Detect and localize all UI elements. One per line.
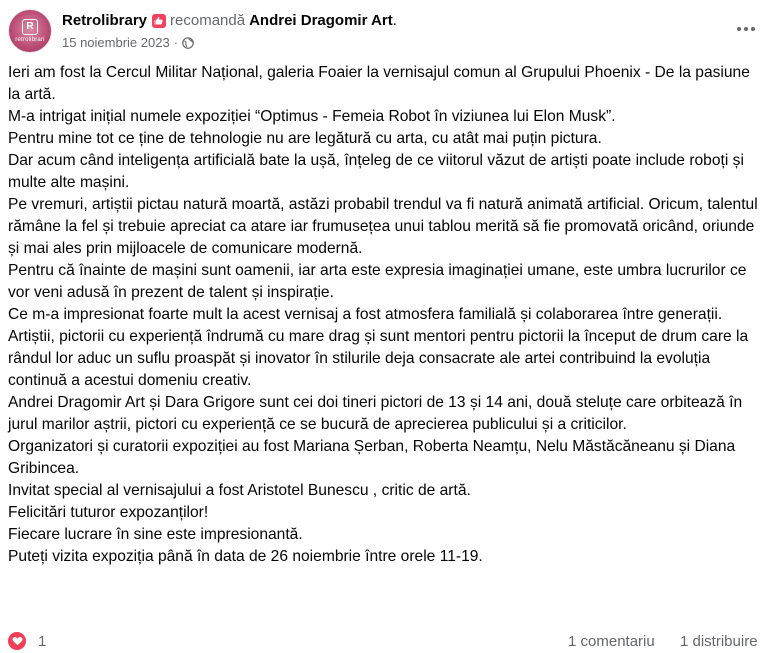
post-paragraph: Organizatori și curatorii expoziției au fost Mariana Șerban, Roberta Neamțu, Nelu Măstăcăneanu și Diana Gribincea.	[8, 438, 736, 477]
post-text	[8, 62, 766, 568]
title-period: .	[392, 12, 397, 29]
post-paragraph: Puteți vizita expoziția până în data de 26 noiembrie între orele 11-19.	[8, 548, 483, 565]
more-options-button[interactable]	[734, 17, 758, 41]
post-paragraph: Ieri am fost la Cercul Militar Național, galeria Foaier la vernisajul comun al Grupului Phoenix - De la pasiune la artă.	[8, 64, 750, 103]
post-date-link[interactable]: 15 noiembrie 2023	[62, 35, 170, 50]
avatar-caption: retrolibrari	[15, 37, 45, 43]
post-paragraph: Pentru mine tot ce ține de tehnologie nu are legătură cu arta, cu atât mai puțin pictura.	[8, 130, 602, 147]
comments-count-link[interactable]: 1 comentariu	[568, 633, 655, 650]
post-paragraph: Pe vremuri, artiștii pictau natură moartă, astăzi probabil trendul va fi natură animată artificial. Oricum, talentul rămâne la fel și trebuie apreciat ca atare iar frumusețea unui tablou merită să fie promovată oricând, oriunde și mai ales prin mijloacele de comunicare modernă.	[8, 196, 758, 257]
globe-icon	[182, 37, 194, 49]
post-paragraph: M-a intrigat inițial numele expoziției “Optimus - Femeia Robot în viziunea lui Elon Musk”.	[8, 108, 616, 125]
post-paragraph: Ce m-a impresionat foarte mult la acest vernisaj a fost atmosfera familială și colaborarea între generații.	[8, 306, 723, 323]
post-paragraph: Felicitări tuturor expozanților!	[8, 504, 209, 521]
avatar[interactable]	[8, 9, 52, 53]
post-paragraph: Dar acum când inteligența artificială bate la ușă, înțeleg de ce viitorul văzut de artiști poate include roboți și multe alte mașini.	[8, 152, 744, 191]
post-header	[8, 9, 766, 55]
post-meta	[62, 35, 194, 50]
more-icon	[736, 26, 756, 32]
reaction-count[interactable]: 1	[38, 633, 47, 650]
post-title-line	[62, 11, 397, 31]
avatar-logo: R	[22, 19, 38, 35]
post-paragraph: Artiștii, pictorii cu experiență îndrumă cu mare drag și sunt mentori pentru pictorii la început de drum care la rândul lor aduc un suflu proaspăt și inovator în stilurile deja consacrate ale artei contribuind la evoluția continuă a acestui domeniu creativ.	[8, 328, 749, 389]
heart-icon[interactable]	[8, 632, 26, 650]
recommend-verb: recomandă	[170, 12, 246, 29]
post-footer	[8, 631, 766, 653]
post-paragraph: Pentru că înainte de mașini sunt oamenii, iar arta este expresia imaginației umane, este umbra lucrurilor ce vor veni adusă în prezent de talent și inspirație.	[8, 262, 747, 301]
author-name-link[interactable]: Retrolibrary	[62, 12, 148, 29]
post-paragraph: Fiecare lucrare în sine este impresionantă.	[8, 526, 303, 543]
recommended-page-link[interactable]: Andrei Dragomir Art	[249, 12, 393, 29]
shares-count-link[interactable]: 1 distribuire	[680, 633, 758, 650]
recommend-icon	[152, 14, 166, 28]
meta-separator: ·	[173, 35, 179, 50]
post-paragraph: Invitat special al vernisajului a fost Aristotel Bunescu , critic de artă.	[8, 482, 471, 499]
post-paragraph: Andrei Dragomir Art și Dara Grigore sunt cei doi tineri pictori de 13 și 14 ani, două steluțe care orbitează în jurul marilor aștrii, pictori cu experiență ce se bucură de aprecierea publicului și a criticilor.	[8, 394, 743, 433]
